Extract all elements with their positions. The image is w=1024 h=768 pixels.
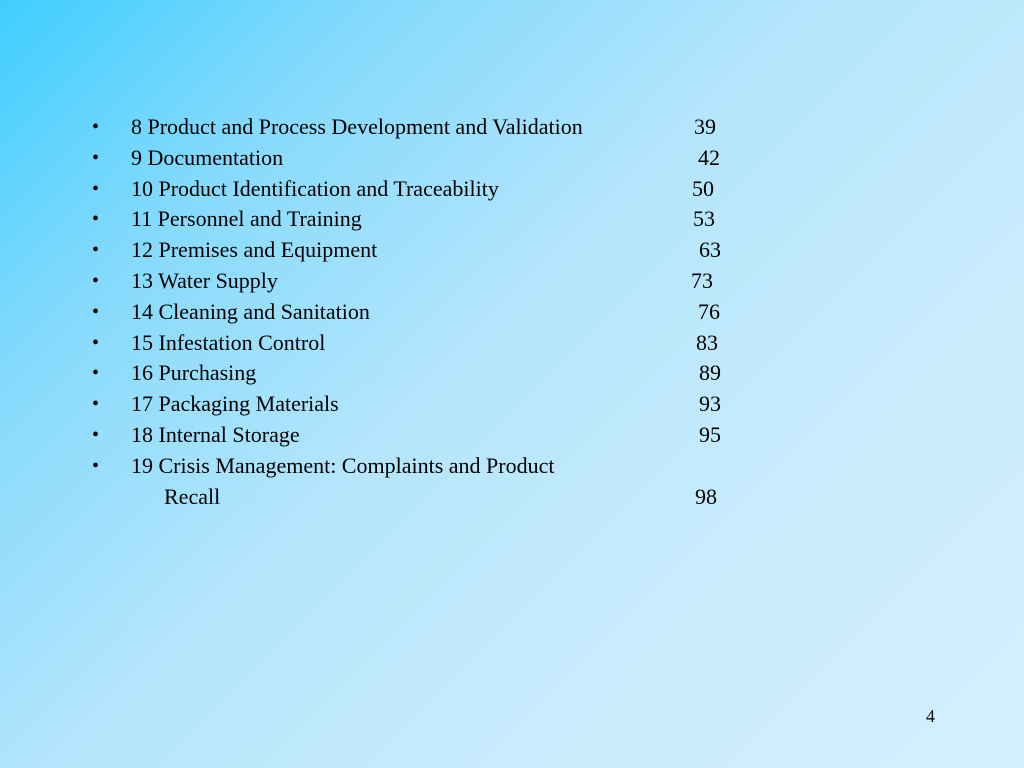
entry-title: 13 Water Supply — [131, 267, 278, 293]
bullet-icon: • — [92, 146, 100, 169]
entry-page-number: 39 — [694, 114, 716, 139]
toc-entry — [0, 204, 1024, 235]
entry-title: 16 Purchasing — [131, 360, 257, 386]
entry-page-number: 42 — [698, 144, 720, 170]
toc-entry — [0, 143, 1024, 174]
toc-entry — [0, 266, 1024, 297]
entry-title: 18 Internal Storage — [131, 421, 300, 447]
entry-page-number: 63 — [699, 237, 721, 263]
entry-page-number: 98 — [695, 483, 717, 509]
entry-title: 10 Product Identification and Traceability — [131, 175, 499, 201]
entry-page-number: 89 — [699, 360, 721, 386]
bullet-icon: • — [92, 239, 100, 262]
entry-page-number: 50 — [692, 175, 714, 201]
entry-title: 12 Premises and Equipment — [131, 237, 378, 263]
bullet-icon: • — [92, 177, 100, 200]
entry-page-number: 95 — [699, 421, 721, 447]
entry-page-number: 76 — [698, 298, 720, 324]
bullet-icon: • — [92, 393, 100, 416]
bullet-icon: • — [92, 269, 100, 292]
toc-entry — [0, 451, 1024, 513]
entry-page-number: 83 — [696, 329, 718, 355]
toc-entry — [0, 420, 1024, 451]
bullet-icon: • — [92, 423, 100, 446]
table-of-contents — [0, 112, 1024, 512]
entry-page-number: 93 — [699, 391, 721, 417]
entry-title: 17 Packaging Materials — [131, 391, 339, 417]
toc-entry — [0, 112, 1024, 143]
entry-title: 9 Documentation — [131, 144, 284, 170]
entry-title: 8 Product and Process Development and Validation — [131, 114, 583, 139]
toc-entry — [0, 297, 1024, 328]
entry-title-continuation: Recall — [164, 483, 221, 509]
toc-entry — [0, 389, 1024, 420]
toc-entry — [0, 174, 1024, 205]
entry-page-number: 73 — [691, 267, 713, 293]
bullet-icon: • — [92, 454, 100, 477]
entry-title: 19 Crisis Management: Complaints and Product — [131, 452, 555, 478]
entry-title: 11 Personnel and Training — [131, 206, 362, 232]
toc-entry — [0, 235, 1024, 266]
entry-title: 14 Cleaning and Sanitation — [131, 298, 370, 324]
slide-number: 4 — [926, 706, 935, 726]
bullet-icon: • — [92, 362, 100, 385]
bullet-icon: • — [92, 300, 100, 323]
bullet-icon: • — [92, 331, 100, 354]
toc-entry — [0, 328, 1024, 359]
bullet-icon: • — [92, 116, 100, 138]
entry-title: 15 Infestation Control — [131, 329, 326, 355]
toc-entry — [0, 358, 1024, 389]
bullet-icon: • — [92, 208, 100, 231]
entry-page-number: 53 — [693, 206, 715, 232]
